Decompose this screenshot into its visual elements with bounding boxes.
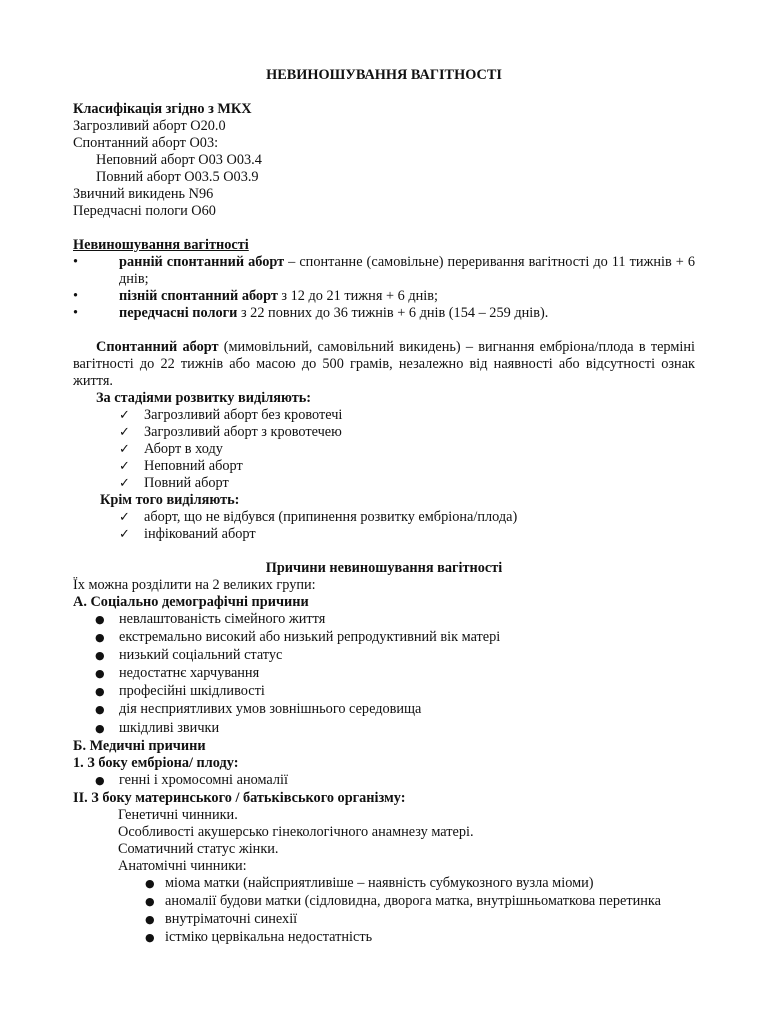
list-item: ✓ аборт, що не відбувся (припинення розвитку ембріона/плода) (119, 509, 518, 525)
bullet-icon: ● (95, 649, 105, 663)
group-b-sub1-list (73, 772, 695, 789)
check-icon: ✓ (119, 459, 130, 474)
classification-subline: Повний аборт О03.5 О03.9 (96, 169, 259, 185)
check-icon: ✓ (119, 510, 130, 525)
list-item: ✓ Неповний аборт (119, 458, 243, 474)
miscarriage-heading: Невиношування вагітності (73, 237, 249, 253)
bullet-icon: ● (145, 930, 155, 944)
classification-heading: Класифікація згідно з МКХ (73, 101, 252, 117)
miscarriage-section (73, 237, 695, 322)
group-b-sub2-line: Особливості акушерсько гінекологічного анамнезу матері. (118, 823, 474, 840)
group-b-sub1-heading: 1. З боку ембріона/ плоду: (73, 754, 239, 771)
check-icon: ✓ (119, 425, 130, 440)
group-a-list (73, 611, 695, 737)
bullet-icon: ● (145, 876, 155, 890)
list-item: ● екстремально високий або низький репродуктивний вік матері (95, 629, 501, 646)
list-item: ● міома матки (найсприятливіше – наявність субмукозного вузла міоми) (145, 874, 594, 891)
spontaneous-section (73, 339, 695, 543)
group-b-sub2-line: Соматичний статус жінки. (118, 840, 279, 857)
spontaneous-definition: Спонтанний аборт (мимовільний, самовільний викидень) – вигнання ембріона/плода в терміні вагітності до 22 тижнів або масою до 500 грамів, незалежно від наявності або відсутності ознак життя. (73, 339, 695, 389)
list-item: ● шкідливі звички (95, 719, 220, 736)
list-item: ● генні і хромосомні аномалії (95, 771, 288, 788)
group-a-heading: А. Соціально демографічні причини (73, 594, 309, 610)
list-item: ● істміко цервікальна недостатність (145, 928, 373, 945)
list-item: ✓ Повний аборт (119, 475, 229, 491)
group-b-sub2-heading: ІІ. З боку материнського / батьківського організму: (73, 789, 406, 806)
term: Спонтанний аборт (96, 339, 219, 355)
list-item: ● недостатнє харчування (95, 665, 260, 682)
bullet-icon: ● (145, 912, 155, 926)
classification-section (73, 101, 695, 220)
group-b-sub2-line: Анатомічні чинники: (118, 857, 247, 874)
bullet-icon: ● (95, 685, 105, 699)
classification-subline: Неповний аборт О03 О03.4 (96, 152, 262, 168)
check-icon: ✓ (119, 408, 130, 423)
list-item: ● аномалії будови матки (сідловидна, дворога матка, внутрішньоматкова перетинка (145, 892, 661, 909)
classification-line: Спонтанний аборт О03: (73, 135, 219, 151)
bullet-icon: ● (95, 721, 105, 735)
group-b-heading: Б. Медичні причини (73, 737, 206, 754)
document-page (73, 67, 695, 947)
classification-line: Загрозливий аборт О20.0 (73, 118, 226, 134)
check-icon: ✓ (119, 527, 130, 542)
bullet-icon: ● (95, 613, 105, 626)
list-item: ✓ Загрозливий аборт з кровотечею (119, 424, 342, 440)
definition: з 22 повних до 36 тижнів + 6 днів (154 – 259 днів). (237, 305, 549, 321)
term: передчасні пологи (119, 305, 238, 321)
term: пізній спонтанний аборт (119, 288, 278, 304)
definition: з 12 до 21 тижня + 6 днів; (277, 288, 438, 304)
list-item: ✓ Аборт в ходу (119, 441, 223, 457)
list-item: ✓ Загрозливий аборт без кровотечі (119, 407, 343, 423)
bullet-icon: • (73, 305, 79, 321)
term: ранній спонтанний аборт (119, 254, 285, 270)
stages-list (73, 407, 695, 492)
group-b-sub2-line: Генетичні чинники. (118, 806, 238, 823)
anatomic-list (73, 875, 695, 946)
causes-intro: Їх можна розділити на 2 великих групи: (73, 577, 316, 593)
list-item: ● низький соціальний статус (95, 647, 283, 664)
stages-heading: За стадіями розвитку виділяють: (96, 390, 312, 406)
bullet-icon: ● (95, 773, 105, 787)
check-icon: ✓ (119, 476, 130, 491)
causes-section (73, 560, 695, 946)
list-item (73, 305, 695, 322)
definition: – спонтанне (самовільне) переривання вагітності до 11 тижнів + 6 днів; (119, 254, 695, 287)
bullet-icon: • (73, 288, 79, 304)
list-item (73, 254, 695, 288)
list-item: ✓ інфікований аборт (119, 526, 256, 542)
document-title: НЕВИНОШУВАННЯ ВАГІТНОСТІ (266, 67, 502, 83)
classification-line: Звичний викидень N96 (73, 186, 214, 202)
extra-list (73, 509, 695, 543)
list-item: ● внутріматочні синехії (145, 910, 298, 927)
bullet-icon: ● (95, 703, 105, 717)
causes-heading: Причини невиношування вагітності (265, 560, 503, 576)
classification-line: Передчасні пологи О60 (73, 203, 216, 219)
bullet-icon: ● (95, 631, 105, 645)
list-item: ● дія несприятливих умов зовнішнього середовища (95, 701, 422, 718)
list-item: ● невлаштованість сімейного життя (95, 611, 326, 627)
check-icon: ✓ (119, 442, 130, 457)
list-item (73, 288, 695, 305)
bullet-icon: ● (95, 667, 105, 681)
list-item: ● професійні шкідливості (95, 683, 265, 700)
extra-heading: Крім того виділяють: (100, 492, 240, 508)
bullet-icon: • (73, 254, 79, 270)
bullet-icon: ● (145, 894, 155, 908)
